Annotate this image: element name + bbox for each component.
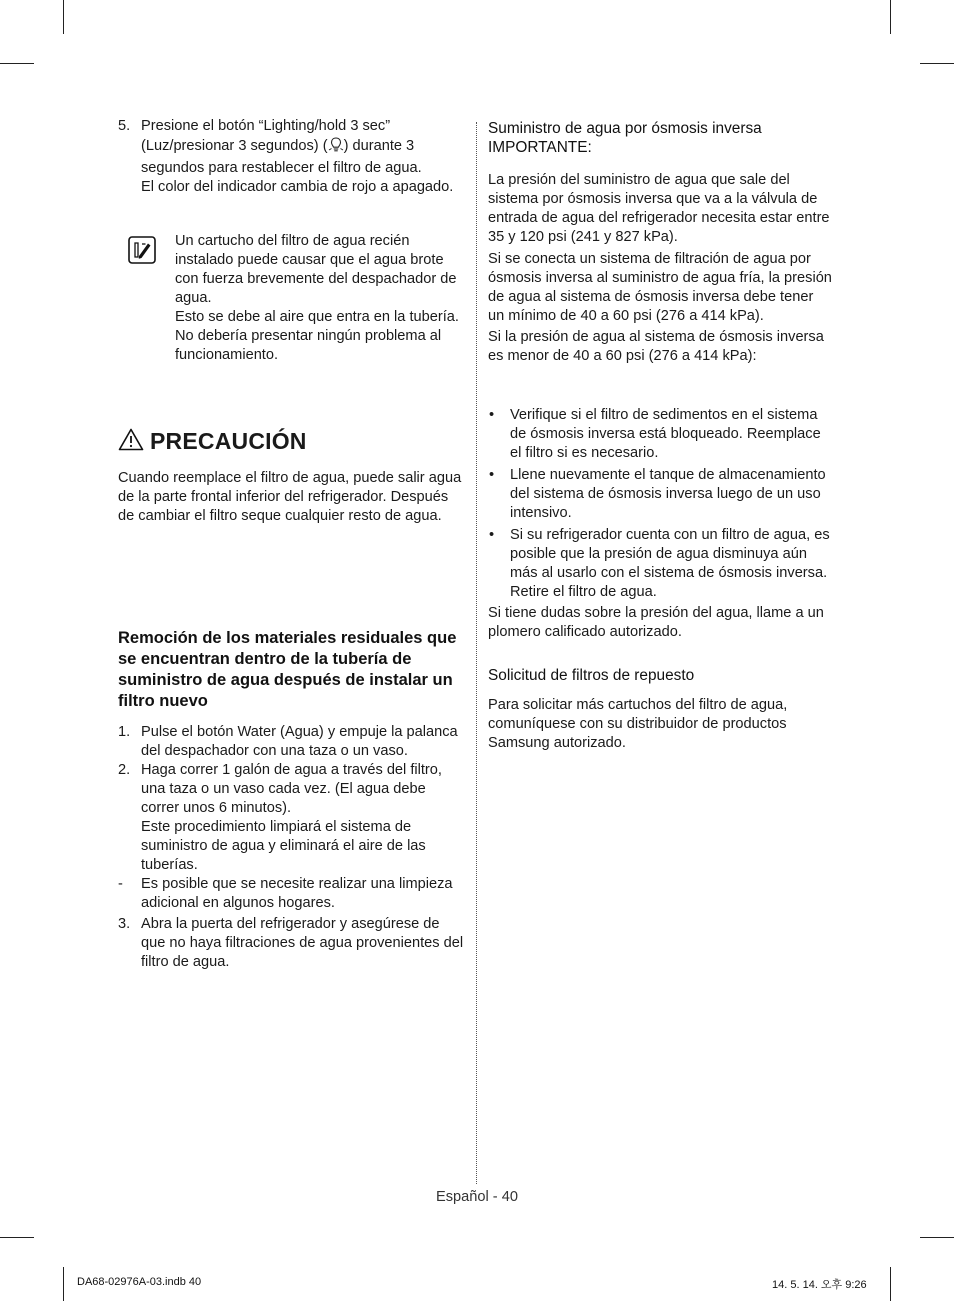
- list-item: 1. Pulse el botón Water (Agua) y empuje la palanca del despachador con una taza o un vaso.: [118, 724, 458, 759]
- crop-mark: [890, 1267, 891, 1301]
- caution-heading: PRECAUCIÓN: [118, 428, 307, 457]
- warning-triangle-icon: [118, 428, 144, 457]
- step-5-text-2: El color del indicador cambia de rojo a apagado.: [141, 179, 454, 195]
- crop-mark: [920, 1237, 954, 1238]
- list-item: • Llene nuevamente el tanque de almacenamiento del sistema de ósmosis inversa luego de un uso intensivo.: [489, 467, 826, 521]
- replacement-text: Para solicitar más cartuchos del filtro de agua, comuníquese con su distribuidor de productos Samsung autorizado.: [488, 697, 788, 751]
- caution-text: Cuando reemplace el filtro de agua, puede salir agua de la parte frontal inferior del refrigerador. Después de cambiar el filtro seque cualquier resto de agua.: [118, 470, 462, 524]
- lighting-bulb-icon: [328, 136, 344, 159]
- step-5: [118, 117, 466, 197]
- crop-mark: [890, 0, 891, 34]
- list-item: 3. Abra la puerta del refrigerador y asegúrese de que no haya filtraciones de agua provenientes del filtro de agua.: [118, 916, 464, 970]
- column-divider: [476, 122, 477, 1184]
- print-slug-left: DA68-02976A-03.indb 40: [77, 1276, 202, 1288]
- page-number: Español - 40: [436, 1189, 518, 1205]
- removal-steps: [118, 723, 466, 972]
- ro-paragraphs: La presión del suministro de agua que sale del sistema por ósmosis inversa que va a la válvula de entrada de agua del refrigerador necesita estar entre 35 y 120 psi (241 y 827 kPa). Si se conecta un sistema de filtración de agua por ósmosis inversa al suministro de agua fría, la presión de agua al sistema de ósmosis inversa debe tener un mínimo de 40 a 60 psi (276 a 414 kPa). Si la presión de agua al sistema de ósmosis inversa es menor de 40 a 60 psi (276 a 414 kPa):: [488, 172, 832, 364]
- ro-bullets: [488, 406, 832, 642]
- list-item: 5. Presione el botón “Lighting/hold 3 sec” (Luz/presionar 3 segundos) ( ) durante 3 segundos para restablecer el filtro de agua. El color del indicador cambia de rojo a apagado.: [118, 117, 466, 197]
- print-slug-right: 14. 5. 14. 오후 9:26: [772, 1279, 867, 1291]
- replacement-heading: Solicitud de filtros de repuesto: [488, 667, 695, 684]
- list-item: 2. Haga correr 1 galón de agua a través del filtro, una taza o un vaso cada vez. (El agua debe correr unos 6 minutos). Este procedimiento limpiará el sistema de suministro de agua y eliminará el aire de las tuberías.: [118, 762, 442, 873]
- ro-heading: Suministro de agua por ósmosis inversa IMPORTANTE:: [488, 120, 762, 156]
- crop-mark: [63, 1267, 64, 1301]
- crop-mark: [0, 63, 34, 64]
- crop-mark: [63, 0, 64, 34]
- ro-closing-text: Si tiene dudas sobre la presión del agua, llame a un plomero calificado autorizado.: [488, 605, 824, 640]
- removal-heading: Remoción de los materiales residuales que se encuentran dentro de la tubería de suministro de agua después de instalar un filtro nuevo: [118, 629, 457, 710]
- step-5-text: Presione el botón “Lighting/hold 3 sec” (Luz/presionar 3 segundos) ( ) durante 3 segundos para restablecer el filtro de agua.: [141, 118, 422, 176]
- list-item: - Es posible que se necesite realizar una limpieza adicional en algunos hogares.: [118, 876, 453, 911]
- note-text: Un cartucho del filtro de agua recién instalado puede causar que el agua brote con fuerza brevemente del despachador de agua. Esto se debe al aire que entra en la tubería. No debería presentar ningún problema al funcionamiento.: [175, 233, 459, 363]
- list-item: • Verifique si el filtro de sedimentos en el sistema de ósmosis inversa está bloqueado. Reemplace el filtro si es necesario.: [489, 407, 821, 461]
- crop-mark: [920, 63, 954, 64]
- note-pencil-icon: [128, 236, 156, 264]
- crop-mark: [0, 1237, 34, 1238]
- list-item: • Si su refrigerador cuenta con un filtro de agua, es posible que la presión de agua disminuya aún más al usarlo con el sistema de ósmosis inversa. Retire el filtro de agua.: [489, 527, 830, 600]
